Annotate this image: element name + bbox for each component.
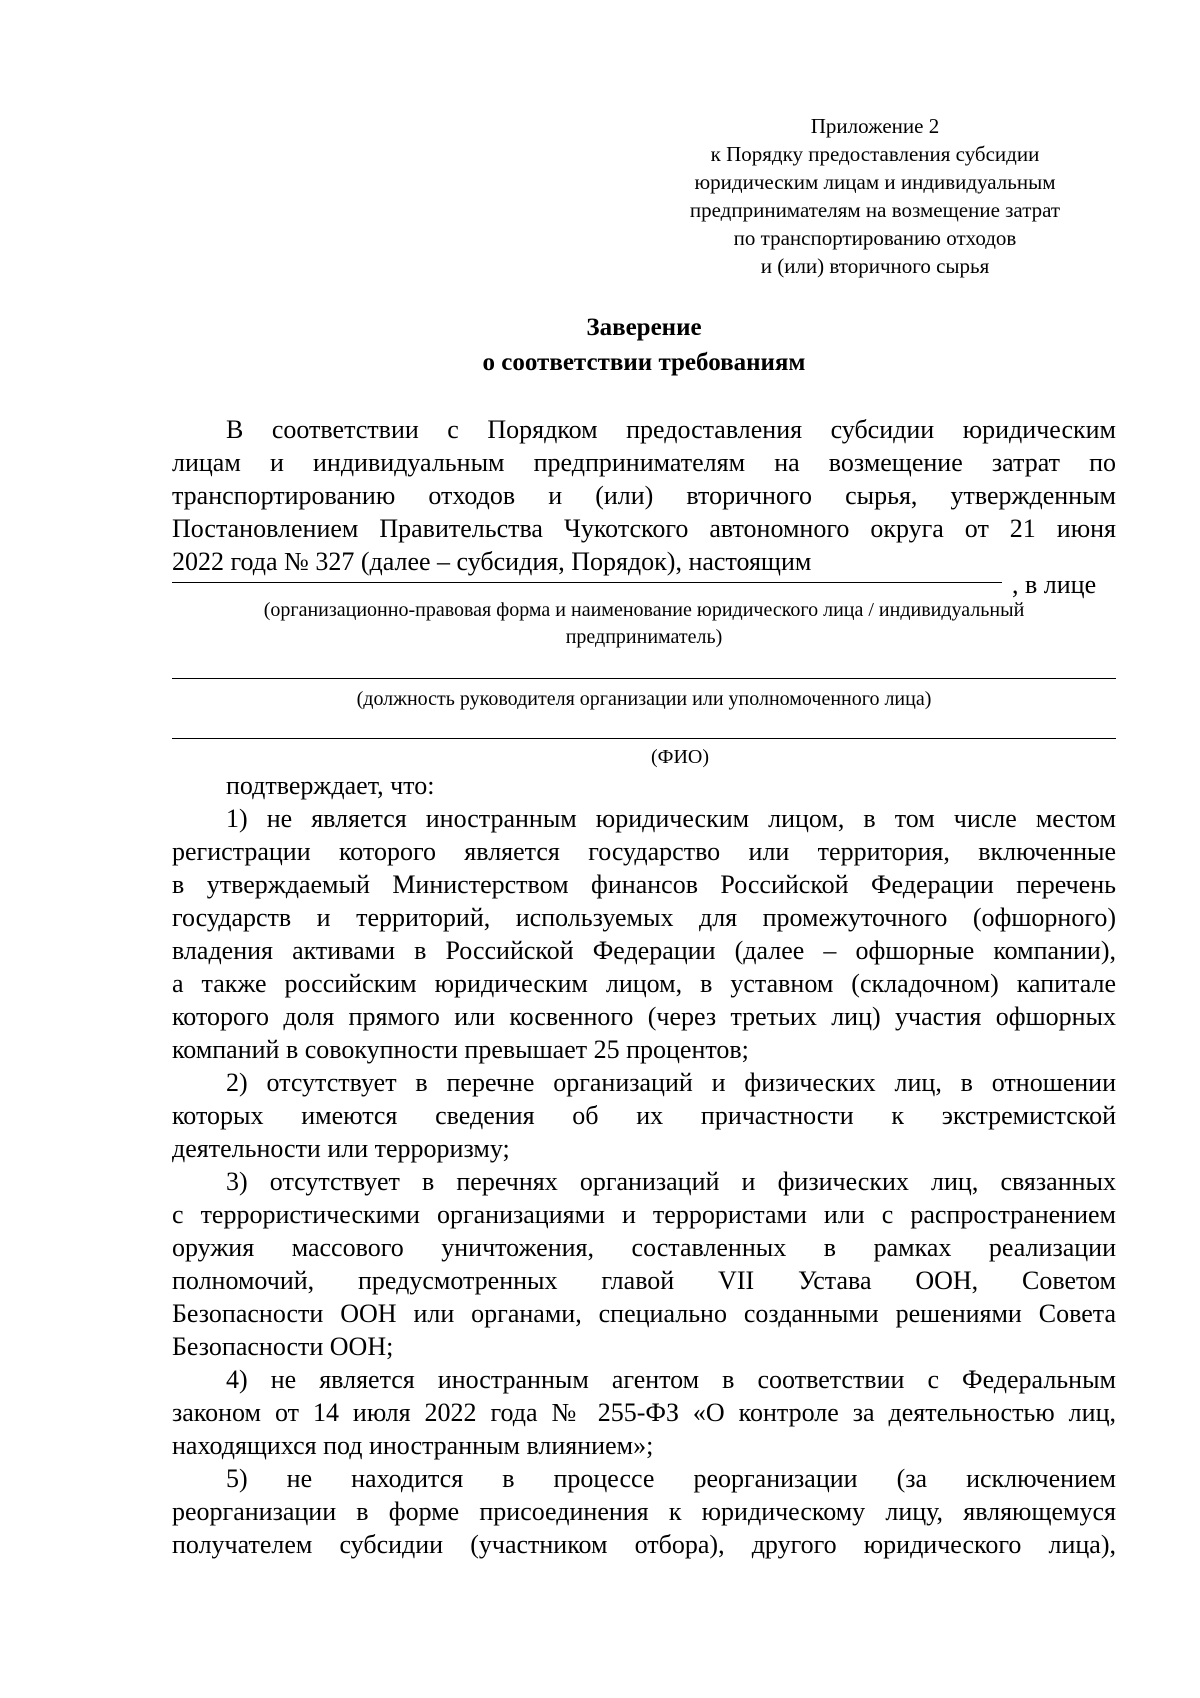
item-line: реорганизации в форме присоединения к юридическому лицу, являющемуся — [172, 1497, 1116, 1526]
item-line: 4) не является иностранным агентом в соответствии с Федеральным — [226, 1365, 1116, 1394]
item-line: законом от 14 июля 2022 года № 255-ФЗ «О контроле за деятельностью лиц, — [172, 1398, 1116, 1427]
appendix-line: Приложение 2 — [810, 114, 940, 138]
fio-field[interactable] — [172, 738, 1116, 739]
item-line: государств и территорий, используемых для промежуточного (офшорного) — [172, 903, 1116, 932]
item-line: полномочий, предусмотренных главой VII Устава ООН, Советом — [172, 1266, 1116, 1295]
item-line: которых имеются сведения об их причастности к экстремистской — [172, 1101, 1116, 1130]
item-line: 1) не является иностранным юридическим лицом, в том числе местом — [226, 804, 1116, 833]
item-line: 3) отсутствует в перечнях организаций и физических лиц, связанных — [226, 1167, 1116, 1196]
appendix-line: юридическим лицам и индивидуальным — [694, 170, 1056, 194]
fio-caption: (ФИО) — [650, 746, 709, 768]
item-line: оружия массового уничтожения, составленных в рамках реализации — [172, 1233, 1116, 1262]
item-line: а также российским юридическим лицом, в уставном (складочном) капитале — [172, 969, 1116, 998]
position-caption: (должность руководителя организации или уполномоченного лица) — [356, 688, 932, 710]
intro-paragraph — [172, 413, 1116, 578]
item-line: 2) отсутствует в перечне организаций и физических лиц, в отношении — [226, 1068, 1116, 1097]
intro-line: Постановлением Правительства Чукотского автономного округа от 21 июня — [172, 514, 1116, 543]
item-line: с террористическими организациями и террористами или с распространением — [172, 1200, 1116, 1229]
appendix-line: и (или) вторичного сырья — [760, 254, 990, 278]
item-line: регистрации которого является государство или территория, включенные — [172, 837, 1116, 866]
position-field[interactable] — [172, 678, 1116, 679]
item-line: компаний в совокупности превышает 25 процентов; — [172, 1035, 749, 1064]
title-line-2: о соответствии требованиям — [482, 349, 806, 376]
appendix-line: по транспортированию отходов — [733, 226, 1017, 250]
declaration-item-2 — [172, 1066, 1116, 1165]
declaration-item-5 — [172, 1462, 1116, 1561]
caption-line: предприниматель) — [565, 626, 723, 648]
declaration-item-3 — [172, 1165, 1116, 1363]
item-line: в утверждаемый Министерством финансов Российской Федерации перечень — [172, 870, 1116, 899]
confirms-line: подтверждает, что: — [226, 771, 435, 800]
item-line: деятельности или терроризму; — [172, 1134, 510, 1163]
declaration-body — [172, 769, 1116, 1561]
in-person-label: , в лице — [1012, 570, 1097, 599]
document-title — [172, 310, 1116, 380]
intro-line: 2022 года № 327 (далее – субсидия, Порядок), настоящим — [172, 547, 812, 576]
appendix-line: к Порядку предоставления субсидии — [710, 142, 1040, 166]
declaration-item-1 — [172, 802, 1116, 1066]
intro-line: транспортированию отходов и (или) вторичного сырья, утвержденным — [172, 481, 1116, 510]
intro-line: лицам и индивидуальным предпринимателям на возмещение затрат по — [172, 448, 1116, 477]
intro-line: В соответствии с Порядком предоставления субсидии юридическим — [226, 415, 1116, 444]
appendix-header — [640, 112, 1110, 280]
item-line: получателем субсидии (участником отбора), другого юридического лица), — [172, 1530, 1116, 1559]
item-line: которого доля прямого или косвенного (через третьих лиц) участия офшорных — [172, 1002, 1116, 1031]
declaration-item-4 — [172, 1363, 1116, 1462]
item-line: Безопасности ООН или органами, специально созданными решениями Совета — [172, 1299, 1116, 1328]
title-line-1: Заверение — [586, 314, 702, 341]
item-line: находящихся под иностранным влиянием»; — [172, 1431, 654, 1460]
organization-caption — [172, 597, 1116, 651]
appendix-line: предпринимателям на возмещение затрат — [689, 198, 1061, 222]
item-line: владения активами в Российской Федерации (далее – офшорные компании), — [172, 936, 1116, 965]
caption-line: (организационно-правовая форма и наименование юридического лица / индивидуальный — [263, 599, 1025, 621]
organization-name-field[interactable] — [172, 582, 1002, 583]
item-line: 5) не находится в процессе реорганизации (за исключением — [226, 1464, 1116, 1493]
item-line: Безопасности ООН; — [172, 1332, 394, 1361]
